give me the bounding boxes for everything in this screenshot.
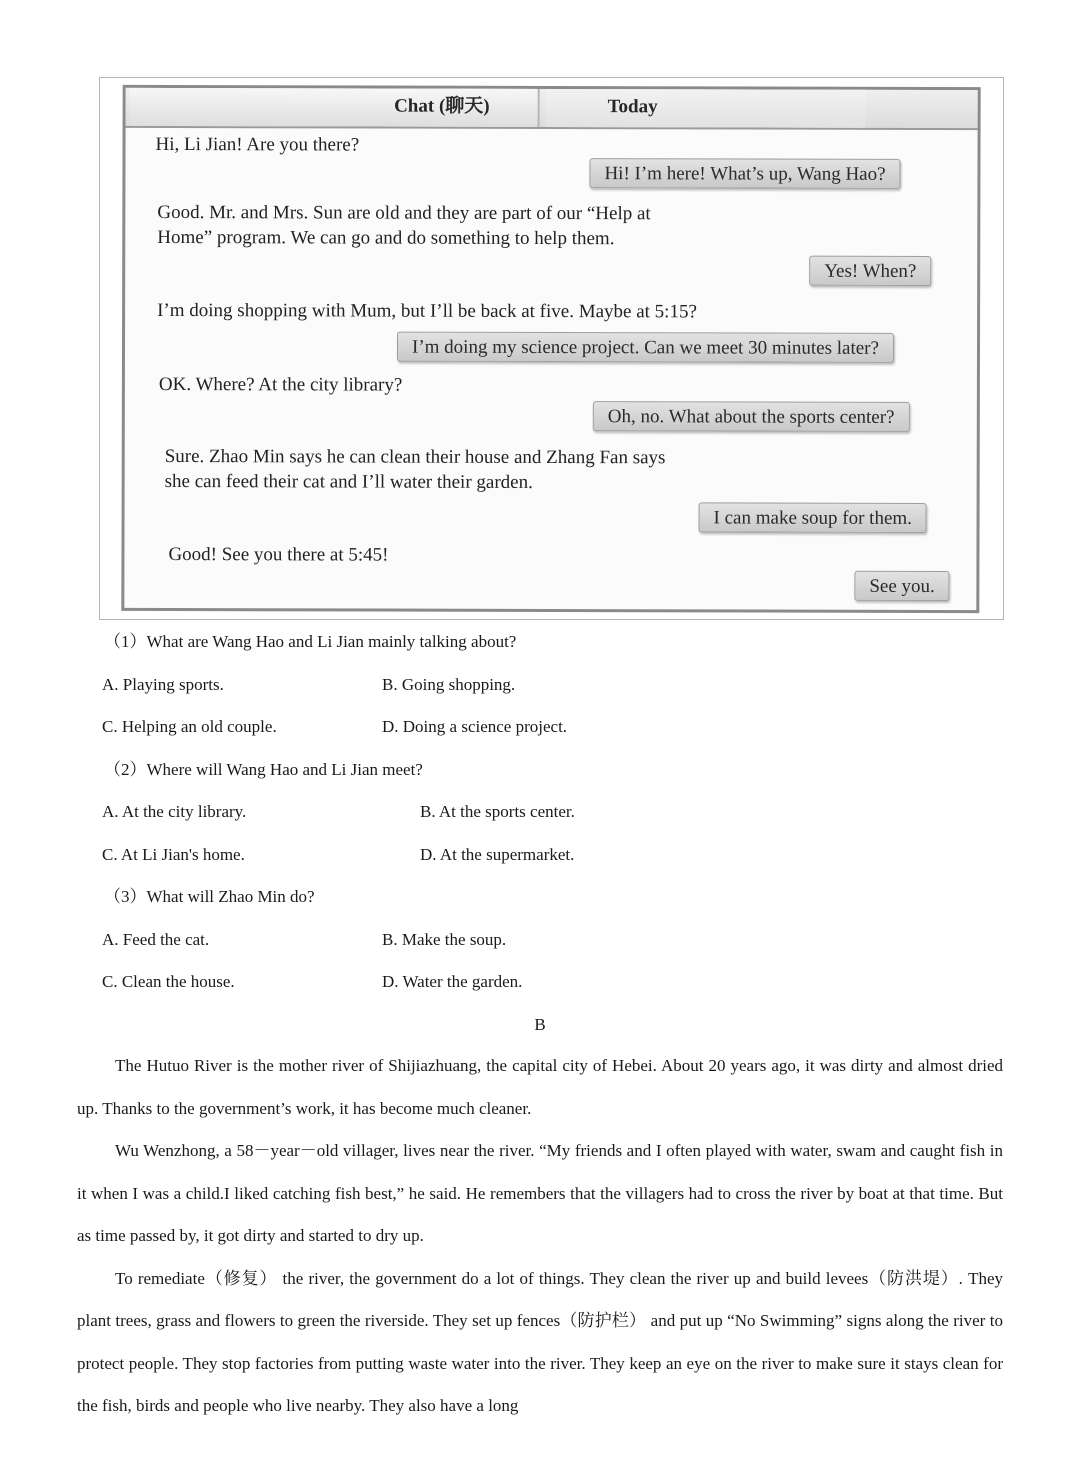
passage-paragraph: The Hutuo River is the mother river of Shijiazhuang, the capital city of Hebei. About 20 years ago, it was dirty and almost dried up. Thanks to the government’s work, it has become much cleaner.: [77, 1056, 1003, 1118]
question-2-option-c: C. At Li Jian's home.: [102, 845, 245, 864]
passage-paragraph: Wu Wenzhong, a 58－year－old villager, lives near the river. “My friends and I often played with water, swam and caught fish in it when I was a child.I liked catching fish best,” he said. He remembers that the villagers had to cross the river by boat at that time. But as time passed by, it got dirty and started to dry up.: [77, 1141, 1003, 1245]
question-1-option-a: A. Playing sports.: [102, 675, 224, 694]
question-3-option-a: A. Feed the cat.: [102, 930, 210, 949]
question-1-option-d: D. Doing a science project.: [382, 717, 568, 736]
question-2-option-d: D. At the supermarket.: [420, 845, 575, 864]
question-2-option-b: B. At the sports center.: [420, 802, 575, 821]
passage-paragraph: To remediate（修复） the river, the government do a lot of things. They clean the river up and build levees（防洪堤）. They plant trees, grass and flowers to green the riverside. They set up fences（防护栏） and put up “No Swimming” signs along the river to protect people. They stop factories from putting waste water into the river. They keep an eye on the river to make sure it stays clean for the fish, birds and people who live nearby. They also have a long: [77, 1268, 1003, 1415]
section-b-heading: B: [534, 1015, 546, 1034]
chat-message-line: Good. Mr. and Mrs. Sun are old and they are part of our “Help at: [157, 201, 651, 225]
question-3-option-d: D. Water the garden.: [382, 972, 523, 991]
chat-message-li-jian: Hi! I’m here! What’s up, Wang Hao?: [589, 158, 900, 189]
chat-message-wang-hao: OK. Where? At the city library?: [158, 373, 403, 396]
tab-chat: Chat (聊天): [130, 88, 540, 127]
chat-screenshot-figure: [99, 77, 1004, 620]
question-2-stem: （2）Where will Wang Hao and Li Jian meet?: [104, 760, 423, 779]
chat-message-wang-hao: Hi, Li Jian! Are you there?: [155, 133, 360, 156]
chat-message-li-jian: Oh, no. What about the sports center?: [593, 401, 910, 432]
chat-message-wang-hao: Good! See you there at 5:45!: [168, 543, 389, 566]
chat-message-line: she can feed their cat and I’ll water their garden.: [164, 470, 533, 493]
question-3-option-b: B. Make the soup.: [382, 930, 507, 949]
question-2-option-a: A. At the city library.: [102, 802, 247, 821]
chat-message-line: Home” program. We can go and do something to help them.: [157, 226, 615, 250]
question-1-option-c: C. Helping an old couple.: [102, 717, 277, 736]
question-1-option-b: B. Going shopping.: [382, 675, 516, 694]
chat-message-wang-hao: I’m doing shopping with Mum, but I’ll be back at five. Maybe at 5:15?: [157, 299, 697, 323]
chat-message-li-jian: See you.: [854, 571, 950, 601]
chat-message-li-jian: I’m doing my science project. Can we meet 30 minutes later?: [397, 332, 894, 363]
question-3-stem: （3）What will Zhao Min do?: [104, 887, 315, 906]
chat-window: [121, 85, 980, 613]
chat-message-li-jian: I can make soup for them.: [699, 502, 927, 533]
tab-today: Today: [546, 89, 866, 128]
chat-message-wang-hao: [165, 444, 666, 495]
section-b-passage: [77, 1045, 1003, 1428]
chat-message-li-jian: Yes! When?: [809, 256, 931, 286]
question-3-option-c: C. Clean the house.: [102, 972, 235, 991]
chat-header: [126, 88, 978, 130]
chat-message-wang-hao: [157, 200, 650, 251]
question-1-stem: （1）What are Wang Hao and Li Jian mainly talking about?: [104, 632, 517, 651]
chat-message-line: Sure. Zhao Min says he can clean their house and Zhang Fan says: [164, 445, 666, 469]
